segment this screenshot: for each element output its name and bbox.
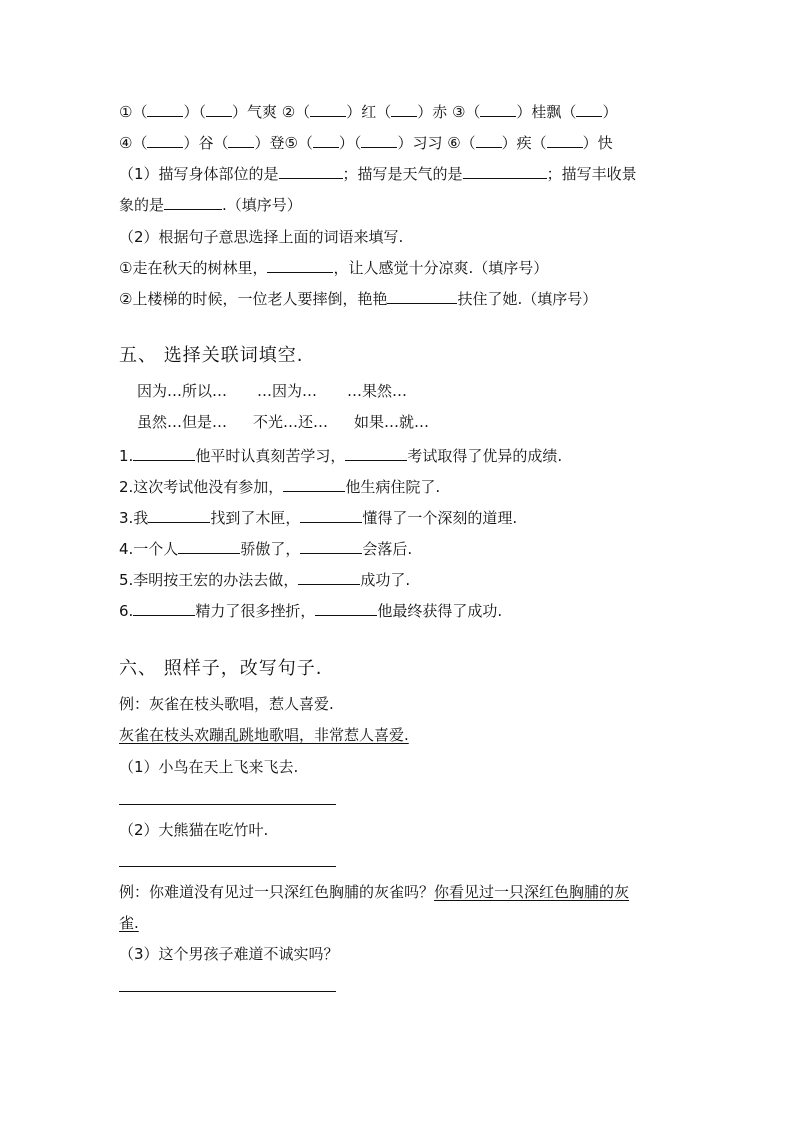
blank-5-4a[interactable] <box>178 539 240 554</box>
blank-10[interactable] <box>361 133 397 148</box>
blank-1[interactable] <box>147 102 183 117</box>
q1-text-3: ；描写丰收景 <box>546 165 637 183</box>
answer-line-1[interactable] <box>119 804 336 805</box>
q1-text-1: （1）描写身体部位的是 <box>119 165 279 183</box>
item1-c: 考试取得了优异的成绩. <box>407 447 563 465</box>
exercise-5-item-6 <box>119 601 502 621</box>
item6-b: 精力了很多挫折， <box>195 602 316 620</box>
answer-line-3[interactable] <box>119 991 336 992</box>
row1-text-g: ） <box>602 103 618 121</box>
blank-11[interactable] <box>476 133 502 148</box>
conjunction-options-1 <box>137 381 407 401</box>
item3-c: 懂得了一个深刻的道理. <box>362 509 518 527</box>
row2-text-a: ④（ <box>119 134 148 152</box>
question-2-sentence-1 <box>119 258 548 278</box>
item6-c: 他最终获得了成功. <box>377 602 503 620</box>
blank-weather[interactable] <box>463 164 547 179</box>
blank-3[interactable] <box>310 102 346 117</box>
q2-s1-text-a: ①走在秋天的树林里， <box>119 259 268 277</box>
blank-9[interactable] <box>313 133 339 148</box>
q1-text-2: ；描写是天气的是 <box>342 165 463 183</box>
item5-a: 5.李明按王宏的办法去做， <box>119 571 299 589</box>
question-1-line-2 <box>119 195 302 215</box>
q1-text-4: 象的是 <box>119 196 165 214</box>
row1-text-f: ）桂飘（ <box>516 103 577 121</box>
row1-text-d: ）红（ <box>346 103 392 121</box>
row2-text-g: ）快 <box>582 134 613 152</box>
item4-a: 4.一个人 <box>119 540 179 558</box>
blank-5-6a[interactable] <box>133 601 195 616</box>
exercise-5-item-2 <box>119 477 440 497</box>
item3-a: 3.我 <box>119 509 149 527</box>
blank-8[interactable] <box>228 133 254 148</box>
item2-a: 2.这次考试他没有参加， <box>119 478 284 496</box>
example-1: 例：灰雀在枝头歌唱，惹人喜爱. <box>119 695 334 713</box>
row2-text-b: ）谷（ <box>183 134 229 152</box>
exercise-5-item-1 <box>119 446 562 466</box>
item4-b: 骄傲了， <box>240 540 301 558</box>
q1-text-5: .（填序号） <box>222 196 302 214</box>
blank-harvest[interactable] <box>164 195 222 210</box>
row1-text-c: ）气爽 ②（ <box>231 103 311 121</box>
blank-body-part[interactable] <box>279 164 343 179</box>
blank-5-6b[interactable] <box>315 601 377 616</box>
row1-text-a: ①（ <box>119 103 148 121</box>
blank-5-2[interactable] <box>283 477 345 492</box>
q2-s2-text-b: 扶住了她.（填序号） <box>457 290 598 308</box>
example-2-answer: 你看见过一只深红色胸脯的灰 <box>434 883 630 901</box>
blank-5-3a[interactable] <box>148 508 210 523</box>
item5-b: 成功了. <box>360 571 411 589</box>
blank-5-1b[interactable] <box>345 446 407 461</box>
option-1: 因为…所以… <box>137 382 228 400</box>
rewrite-question-1: （1）小鸟在天上飞来飞去. <box>119 758 299 776</box>
question-2-sentence-2 <box>119 289 597 309</box>
blank-q2-1[interactable] <box>267 258 333 273</box>
blank-5[interactable] <box>480 102 516 117</box>
row2-text-c: ）登⑤（ <box>254 134 313 152</box>
section-6-heading: 六、 照样子，改写句子. <box>119 658 323 679</box>
answer-line-2[interactable] <box>119 866 336 867</box>
option-3: …果然… <box>347 382 408 400</box>
row2-text-d: ）（ <box>338 134 362 152</box>
option-2: …因为… <box>257 382 318 400</box>
item3-b: 找到了木匣， <box>210 509 301 527</box>
row1-text-b: ）（ <box>183 103 206 121</box>
example-2-line-1 <box>119 882 629 902</box>
conjunction-options-2 <box>137 412 429 432</box>
blank-4[interactable] <box>391 102 417 117</box>
exercise-5-item-4 <box>119 539 412 559</box>
blank-2[interactable] <box>206 102 232 117</box>
item1-a: 1. <box>119 447 134 465</box>
row1-text-e: ）赤 ③（ <box>417 103 481 121</box>
q2-s1-text-b: ，让人感觉十分凉爽.（填序号） <box>333 259 549 277</box>
blank-5-4b[interactable] <box>300 539 362 554</box>
word-row-2 <box>119 133 613 153</box>
row2-text-e: ）习习 ⑥（ <box>397 134 476 152</box>
question-1-line-1 <box>119 164 637 184</box>
example-1-answer: 灰雀在枝头欢蹦乱跳地歌唱，非常惹人喜爱. <box>119 726 409 744</box>
item4-c: 会落后. <box>362 540 413 558</box>
example-2-question: 例：你难道没有见过一只深红色胸脯的灰雀吗？ <box>119 883 435 901</box>
option-4: 虽然…但是… <box>137 413 228 431</box>
exercise-5-item-5 <box>119 570 410 590</box>
item2-b: 他生病住院了. <box>345 478 441 496</box>
option-6: 如果…就… <box>354 413 430 431</box>
q2-s2-text-a: ②上楼梯的时候，一位老人要摔倒，艳艳 <box>119 290 388 308</box>
example-2-line-2: 雀. <box>119 914 139 932</box>
section-5-heading: 五、 选择关联词填空. <box>119 345 304 366</box>
blank-7[interactable] <box>147 133 183 148</box>
item6-a: 6. <box>119 602 134 620</box>
blank-12[interactable] <box>547 133 583 148</box>
blank-5-5[interactable] <box>298 570 360 585</box>
question-2-title: （2）根据句子意思选择上面的词语来填写. <box>119 228 404 246</box>
item1-b: 他平时认真刻苦学习， <box>195 447 346 465</box>
blank-5-3b[interactable] <box>300 508 362 523</box>
exercise-5-item-3 <box>119 508 517 528</box>
word-row-1 <box>119 102 617 122</box>
rewrite-question-3: （3）这个男孩子难道不诚实吗？ <box>119 945 339 963</box>
blank-q2-2[interactable] <box>387 289 457 304</box>
rewrite-question-2: （2）大熊猫在吃竹叶. <box>119 821 269 839</box>
row2-text-f: ）疾（ <box>501 134 547 152</box>
blank-5-1a[interactable] <box>133 446 195 461</box>
option-5: 不光…还… <box>253 413 329 431</box>
blank-6[interactable] <box>576 102 602 117</box>
